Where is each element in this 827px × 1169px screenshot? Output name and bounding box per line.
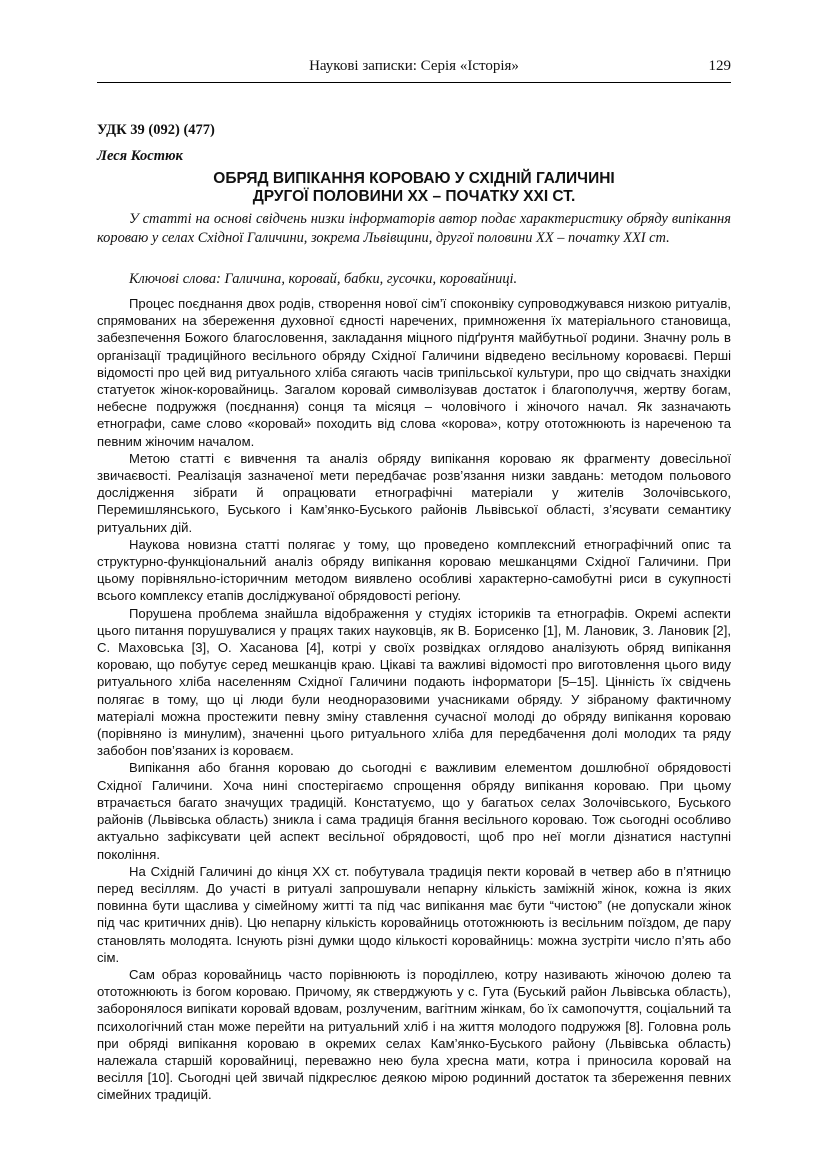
title-line-2: ДРУГОЇ ПОЛОВИНИ ХХ – ПОЧАТКУ ХХІ СТ.: [252, 188, 576, 205]
body-paragraph: На Східній Галичині до кінця ХХ ст. побутувала традиція пекти коровай в четвер або в п’ятницю перед весіллям. До участі в ритуалі запрошували непарну кількість заміжній жінок, кожна із яких повинна бути щаслива у сімейному житті та під час випікання має бути “чистою” (не допускали жінок під час критичних днів). Цю непарну кількість коровайниць ототожнюють із весільним поїздом, де пару становлять молодята. Існують різні думки щодо кількості коровайниць: можна зустріти число п’ять або сім.: [97, 863, 731, 965]
article-body: [97, 295, 731, 1104]
body-paragraph: Процес поєднання двох родів, створення нової сім’ї споконвіку супроводжувався низкою ритуалів, спрямованих на збереження духовної єдності наречених, примноження їх матеріального становища, забезпечення Божого благословення, закладання міцного підґрунтя майбутньої родини. Значну роль в організації традиційного весільного обряду Східної Галичини відведено весільному короваєві. Перші відомості про цей вид ритуального хліба сягають часів трипільської культури, про що свідчать знахідки статуеток жінок-коровайниць. Загалом коровай символізував достаток і благополуччя, жертву богам, небесне подружжя (поєднання) сонця та місяця – чоловічого і жіночого начал. Як зазначають етнографи, саме слово «коровай» походить від слова «корова», котру ототожнюють із нареченою та певним жіночим началом.: [97, 296, 731, 449]
body-paragraph: Сам образ коровайниць часто порівнюють із породіллею, котру називають жіночою долею та ототожнюють із богом короваю. Причому, як стверджують у с. Гута (Буський район Львівська область), заборонялося випікати коровай вдовам, розлученим, вагітним жінкам, бо їх самопочуття, соціальний та психологічний стан може перейти на ритуальний хліб і на життя молодого подружжя [8]. Головна роль при обряді випікання короваю в окремих селах Кам’янко-Буського району (Львівська область) належала старшій коровайниці, переважно нею була хресна мати, котра і приносила коровай на весілля [10]. Сьогодні цей звичай підкреслює деякою мірою родинний достаток та збереження певних сімейних традицій.: [97, 966, 731, 1103]
body-paragraph: Наукова новизна статті полягає у тому, що проведено комплексний етнографічний опис та структурно-функціональний аналіз обряду випікання короваю мешканцями Східної Галичини. При цьому порівняльно-історичним методом виявлено особливі характерно-самобутні риси в сукупності всього комплексу етапів досліджуваної обрядовості регіону.: [97, 536, 731, 604]
title-line-1: ОБРЯД ВИПІКАННЯ КОРОВАЮ У СХІДНІЙ ГАЛИЧИНІ: [213, 170, 615, 187]
body-paragraph: Метою статті є вивчення та аналіз обряду випікання короваю як фрагменту довесільної звичаєвості. Реалізація зазначеної мети передбачає розв’язання низки завдань: методом польового дослідження зібрати й опрацювати етнографічні матеріали у жителів Золочівського, Перемишлянського, Буського і Кам’янко-Буського районів Львівської області, з’ясувати семантику ритуальних дій.: [97, 450, 731, 535]
article-title: [97, 170, 731, 206]
body-paragraph: Випікання або бгання короваю до сьогодні є важливим елементом дошлюбної обрядовості Східної Галичини. Хоча нині спостерігаємо спрощення обряду випікання короваю. При цьому втрачається багато значущих традицій. Констатуємо, що у багатьох селах Золочівського, Буського районів (Львівська область) зникла і сама традиція бгання весільного короваю. Тож сьогодні особливо актуально зафіксувати цей аспект весільної обрядовості, щоб про неї могли дізнатися наступні покоління.: [97, 760, 731, 862]
author-name: Леся Костюк: [97, 148, 183, 164]
abstract: У статті на основі свідчень низки інформаторів автор подає характеристику обряду випікання короваю у селах Східної Галичини, зокрема Львівщини, другої половини ХХ – початку ХХІ ст.: [97, 211, 731, 246]
header-rule: [97, 82, 731, 83]
page-number: 129: [708, 58, 731, 74]
journal-title: Наукові записки: Серія «Історія»: [309, 58, 519, 74]
body-paragraph: Порушена проблема знайшла відображення у студіях істориків та етнографів. Окремі аспекти цього питання порушувалися у працях таких науковців, як В. Борисенко [1], М. Лановик, З. Лановик [2], С. Маховська [3], О. Хасанова [4], котрі у своїх розвідках оглядово аналізують обряд випікання короваю, що побутує серед мешканців краю. Цікаві та важливі відомості про виготовлення цього виду ритуального хліба населенням Східної Галичини подають інформатори [5–15]. Цінність їх свідчень полягає в тому, що ці люди були неодноразовими учасниками обряду. У зібраному фактичному матеріалі можна простежити певну зміну ставлення сучасної молоді до обряду випікання короваю (порівняно із минулим), значенні цього ритуального хліба для передбачення долі молодих та ряду забобон пов’язаних із короваєм.: [97, 605, 731, 759]
keywords: Ключові слова: Галичина, коровай, бабки, гусочки, коровайниці.: [129, 271, 518, 287]
udc-code: УДК 39 (092) (477): [97, 122, 215, 138]
